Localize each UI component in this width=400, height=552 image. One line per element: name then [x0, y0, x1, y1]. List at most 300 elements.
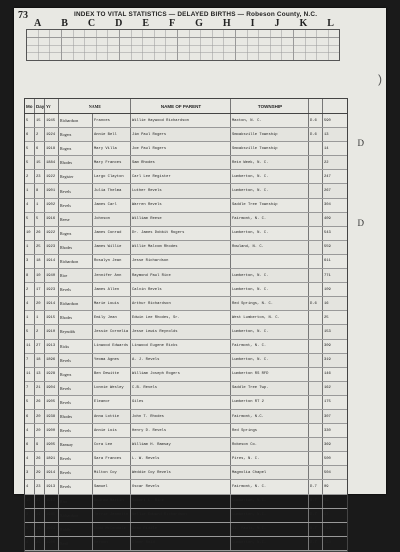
- cell-last: Revels: [59, 199, 93, 212]
- table-row: [25, 396, 347, 410]
- cell-da: 23: [35, 170, 45, 183]
- cell-bk: [309, 142, 323, 155]
- cell-last: Rogers: [59, 227, 93, 240]
- table-row: [25, 509, 347, 523]
- cell-pg: 09: [324, 484, 329, 489]
- cell-mo: 1: [25, 184, 35, 197]
- cell-pg: 52: [324, 499, 329, 504]
- cell-last: Rice: [59, 495, 93, 508]
- cell-town: Magnolia Chapel: [231, 466, 309, 479]
- cell-bk: [309, 452, 323, 465]
- cell-bk: [309, 340, 323, 353]
- cell-parent: C.B. Revels: [131, 382, 231, 395]
- records-table: [24, 98, 348, 552]
- cell-last: Ricks: [59, 340, 93, 353]
- table-row: [25, 410, 347, 424]
- table-row: [25, 340, 347, 354]
- cell-parent: William Joseph Rogers: [131, 368, 231, 381]
- cell-parent: Sam Rhodes: [131, 156, 231, 169]
- table-row: [25, 156, 347, 170]
- cell-pg: 267: [324, 189, 331, 194]
- cell-da: 31: [35, 523, 45, 536]
- cell-first: Emily Jean: [93, 311, 131, 324]
- cell-town: Lumberton, N. C.: [231, 170, 309, 183]
- cell-bk: D-6: [309, 297, 323, 310]
- cell-pg: 409: [324, 217, 331, 222]
- cell-first: Yeoma Agnes: [93, 354, 131, 367]
- cell-last: Revels: [59, 452, 93, 465]
- cell-da: 11: [35, 509, 45, 522]
- cell-yr: 1924: [45, 128, 59, 141]
- table-row: [25, 114, 347, 128]
- cell-mo: 4: [25, 199, 35, 212]
- table-row: [25, 227, 347, 241]
- cell-parent: Carl Lee Register: [131, 170, 231, 183]
- index-letter: K: [299, 18, 308, 29]
- cell-yr: 1896: [45, 354, 59, 367]
- cell-town: Fairmont, N. C.: [231, 340, 309, 353]
- cell-parent: Dr. James Dobbit Rogers: [131, 227, 231, 240]
- cell-last: Reynolds: [59, 325, 93, 338]
- cell-last: Rogers: [59, 128, 93, 141]
- table-row: [25, 495, 347, 509]
- cell-da: 20: [35, 297, 45, 310]
- cell-parent: Jesse Richardson: [131, 255, 231, 268]
- index-letter: A: [34, 18, 42, 29]
- cell-pg: 97: [324, 513, 329, 518]
- cell-yr: 1922: [45, 170, 59, 183]
- cell-bk: D-7: [309, 537, 323, 550]
- cell-parent: Beau Riddle: [131, 523, 231, 536]
- cell-bk: [309, 466, 323, 479]
- header-name: NAME: [59, 99, 131, 113]
- cell-yr: 1906: [45, 537, 59, 550]
- cell-yr: 1945: [45, 114, 59, 127]
- cell-first: Ben Dewitte: [93, 368, 131, 381]
- cell-yr: 1891: [45, 452, 59, 465]
- cell-da: 10: [35, 269, 45, 282]
- cell-mo: 10: [25, 495, 35, 508]
- cell-da: 26: [35, 537, 45, 550]
- cell-last: Rhodes: [59, 311, 93, 324]
- cell-pg: 319: [324, 358, 331, 363]
- cell-bk: [309, 311, 323, 324]
- cell-pg: 14: [324, 146, 329, 151]
- cell-town: Maxton, N. C.: [231, 114, 309, 127]
- cell-mo: 4: [25, 452, 35, 465]
- cell-mo: 5: [25, 396, 35, 409]
- cell-town: Lumberton, N.C.: [231, 509, 309, 522]
- cell-town: Rowland, N. C.: [231, 241, 309, 254]
- cell-mo: 2: [25, 170, 35, 183]
- cell-bk: [309, 424, 323, 437]
- cell-yr: 1923: [45, 241, 59, 254]
- cell-bk: [309, 438, 323, 451]
- cell-town: Saddle Tree Township: [231, 199, 309, 212]
- cell-parent: Giles: [131, 396, 231, 409]
- table-row: [25, 311, 347, 325]
- cell-mo: 5: [25, 156, 35, 169]
- cell-bk: [309, 227, 323, 240]
- cell-first: Frances: [93, 114, 131, 127]
- cell-mo: 5: [25, 114, 35, 127]
- cell-da: 27: [35, 340, 45, 353]
- header-parent: NAME OF PARENT: [131, 99, 231, 113]
- cell-pg: 22: [324, 160, 329, 165]
- cell-town: Lumberton, N. C.: [231, 184, 309, 197]
- cell-bk: [309, 269, 323, 282]
- cell-mo: 6: [25, 537, 35, 550]
- cell-bk: [309, 325, 323, 338]
- cell-da: 2: [35, 325, 45, 338]
- table-row: [25, 537, 347, 551]
- cell-da: 2: [35, 128, 45, 141]
- cell-pg: 590: [324, 118, 331, 123]
- table-row: [25, 480, 347, 494]
- cell-town: Lumberton, N. C.: [231, 227, 309, 240]
- cell-bk: [309, 410, 323, 423]
- cell-first: James Carl: [93, 199, 131, 212]
- cell-last: Rogers: [59, 368, 93, 381]
- cell-yr: 1902: [45, 199, 59, 212]
- cell-yr: 1914: [45, 466, 59, 479]
- cell-pg: 307: [324, 414, 331, 419]
- cell-last: Rogers: [59, 142, 93, 155]
- cell-da: 23: [35, 480, 45, 493]
- cell-first: Samuel: [93, 480, 131, 493]
- cell-da: 1: [35, 199, 45, 212]
- cell-parent: Oscar Revels: [131, 480, 231, 493]
- cell-parent: Joe Paul Rogers: [131, 142, 231, 155]
- cell-town: Fairmont, N. C.: [231, 213, 309, 226]
- cell-mo: 5: [25, 325, 35, 338]
- cell-town: Lumberton, N. C.: [231, 325, 309, 338]
- cell-parent: Luther Revels: [131, 184, 231, 197]
- index-letter: E: [142, 18, 149, 29]
- cell-town: Lumberton RT 2: [231, 396, 309, 409]
- cell-mo: 7: [25, 382, 35, 395]
- cell-first: Johnson: [93, 213, 131, 226]
- table-row: [25, 325, 347, 339]
- cell-last: Reid: [59, 537, 93, 550]
- cell-parent: Warren Revels: [131, 199, 231, 212]
- cell-bk: [309, 354, 323, 367]
- cell-parent: John T. Rhodes: [131, 410, 231, 423]
- cell-mo: 8: [25, 269, 35, 282]
- cell-yr: 1914: [45, 255, 59, 268]
- cell-pg: 109: [324, 287, 331, 292]
- cell-town: Pires, N. C.: [231, 452, 309, 465]
- cell-da: 18: [35, 255, 45, 268]
- table-header: [25, 99, 347, 114]
- cell-town: Rein Week, N. C.: [231, 156, 309, 169]
- cell-town: Saddle Tree Twp.: [231, 382, 309, 395]
- cell-town: Red Springs: [231, 424, 309, 437]
- header-page: [323, 99, 347, 113]
- cell-da: 15: [35, 114, 45, 127]
- cell-mo: 5: [25, 523, 35, 536]
- cell-pg: 309: [324, 344, 331, 349]
- cell-bk: D-7: [309, 495, 323, 508]
- cell-yr: 1940: [45, 269, 59, 282]
- cell-da: 17: [35, 283, 45, 296]
- cell-da: 20: [35, 424, 45, 437]
- table-row: [25, 255, 347, 269]
- cell-pg: 504: [324, 470, 331, 475]
- cell-last: Register: [59, 170, 93, 183]
- cell-last: Reese: [59, 213, 93, 226]
- table-row: [25, 241, 347, 255]
- table-row: [25, 142, 347, 156]
- cell-town: [231, 255, 309, 268]
- cell-yr: 1900: [45, 424, 59, 437]
- cell-mo: 6: [25, 128, 35, 141]
- cell-da: 13: [35, 368, 45, 381]
- cell-town: Smoaksville Township: [231, 142, 309, 155]
- cell-bk: [309, 368, 323, 381]
- cell-yr: 1905: [45, 396, 59, 409]
- cell-yr: 1938: [45, 410, 59, 423]
- cell-town: West Lumberton, N. C.: [231, 311, 309, 324]
- cell-mo: 6: [25, 438, 35, 451]
- page-title: INDEX TO VITAL STATISTICS — DELAYED BIRTHS — Robeson County, N.C.: [74, 11, 318, 18]
- cell-town: Fairmont, N.C.: [231, 410, 309, 423]
- cell-da: 5: [35, 213, 45, 226]
- cell-mo: 3: [25, 466, 35, 479]
- cell-first: Lonnie Wesley: [93, 382, 131, 395]
- cell-yr: 1918: [45, 142, 59, 155]
- cell-yr: 1904: [45, 382, 59, 395]
- cell-town: Robeson Co.: [231, 438, 309, 451]
- cell-pg: 718: [324, 527, 331, 532]
- cell-mo: 11: [25, 368, 35, 381]
- cell-yr: 1913: [45, 480, 59, 493]
- cell-yr: 1903: [45, 523, 59, 536]
- cell-first: James Conrad: [93, 227, 131, 240]
- margin-mark-d: D: [357, 138, 364, 148]
- cell-pg: 25: [324, 315, 329, 320]
- header-day: Day: [35, 99, 45, 113]
- table-row: [25, 438, 347, 452]
- cell-pg: 369: [324, 442, 331, 447]
- cell-bk: D-7: [309, 509, 323, 522]
- cell-yr: 1884: [45, 156, 59, 169]
- table-row: [25, 424, 347, 438]
- cell-pg: 559: [324, 245, 331, 250]
- page-number: 73: [18, 10, 28, 21]
- table-row: [25, 213, 347, 227]
- cell-da: 29: [35, 466, 45, 479]
- cell-last: Revels: [59, 382, 93, 395]
- cell-first: James Allen: [93, 283, 131, 296]
- cell-last: Revels: [59, 283, 93, 296]
- table-row: [25, 452, 347, 466]
- cell-yr: 1905: [45, 438, 59, 451]
- cell-first: Anna Lottie: [93, 410, 131, 423]
- cell-bk: D-6: [309, 128, 323, 141]
- margin-bracket: ): [378, 72, 382, 86]
- cell-last: Richardson: [59, 297, 93, 310]
- cell-parent: Willie Malcom Rhodes: [131, 241, 231, 254]
- cell-first: Julia Thelma: [93, 184, 131, 197]
- cell-last: Richardson: [59, 114, 93, 127]
- cell-pg: 175: [324, 400, 331, 405]
- index-grid: [26, 29, 340, 61]
- cell-da: 1: [35, 311, 45, 324]
- cell-pg: 543: [324, 231, 331, 236]
- cell-first: Terrie Jeanette: [93, 509, 131, 522]
- cell-yr: 1912: [45, 495, 59, 508]
- cell-first: Milton Coy: [93, 466, 131, 479]
- cell-pg: 771: [324, 273, 331, 278]
- cell-da: 21: [35, 382, 45, 395]
- cell-da: 18: [35, 354, 45, 367]
- table-row: [25, 354, 347, 368]
- cell-town: Red Springs, N. C.: [231, 297, 309, 310]
- cell-last: Revels: [59, 480, 93, 493]
- cell-da: 26: [35, 396, 45, 409]
- cell-last: Rhodes: [59, 410, 93, 423]
- cell-yr: 1923: [45, 283, 59, 296]
- cell-town: Fairmont, N. C.: [231, 480, 309, 493]
- cell-parent: Nellie Edward Richardson: [131, 509, 231, 522]
- cell-mo: 3: [25, 255, 35, 268]
- cell-last: Revels: [59, 184, 93, 197]
- cell-pg: 146: [324, 372, 331, 377]
- cell-yr: 1914: [45, 297, 59, 310]
- cell-parent: Weddie Coy Revels: [131, 466, 231, 479]
- cell-da: 25: [35, 241, 45, 254]
- cell-bk: D-7: [309, 523, 323, 536]
- table-row: [25, 170, 347, 184]
- cell-town: Lumberton, N. C.: [231, 283, 309, 296]
- cell-town: Lumberton, N. C.: [231, 269, 309, 282]
- cell-parent: William Reese: [131, 213, 231, 226]
- cell-town: Lumberton, N. C.: [231, 354, 309, 367]
- cell-pg: 330: [324, 428, 331, 433]
- index-letter: I: [250, 18, 255, 29]
- cell-parent: Linwood Eugene Ricks: [131, 340, 231, 353]
- cell-first: Eleanor: [93, 396, 131, 409]
- cell-mo: 2: [25, 283, 35, 296]
- cell-first: James Willie: [93, 241, 131, 254]
- cell-first: Sara Frances: [93, 452, 131, 465]
- cell-first: Marie Louis: [93, 297, 131, 310]
- cell-last: Rice: [59, 269, 93, 282]
- cell-bk: [309, 213, 323, 226]
- cell-last: Rhodes: [59, 156, 93, 169]
- cell-first: Annie Bell: [93, 128, 131, 141]
- cell-da: 26: [35, 227, 45, 240]
- cell-first: Rosalyn Jean: [93, 255, 131, 268]
- cell-first: Largo Clayton: [93, 170, 131, 183]
- cell-pg: 13: [324, 132, 329, 137]
- cell-town: Lumberton, N.C.: [231, 537, 309, 550]
- cell-pg: 500: [324, 456, 331, 461]
- cell-yr: 1928: [45, 368, 59, 381]
- cell-mo: 11: [25, 340, 35, 353]
- cell-last: Revels: [59, 466, 93, 479]
- cell-mo: 1: [25, 311, 35, 324]
- cell-da: 15: [35, 156, 45, 169]
- cell-bk: [309, 283, 323, 296]
- table-row: [25, 297, 347, 311]
- cell-mo: 4: [25, 424, 35, 437]
- cell-parent: Edwin Lee Rhodes, Sr.: [131, 311, 231, 324]
- cell-last: Rhodes: [59, 241, 93, 254]
- cell-parent: Calvin Revels: [131, 283, 231, 296]
- cell-yr: 1915: [45, 311, 59, 324]
- cell-parent: Elmer Reid: [131, 537, 231, 550]
- cell-last: Revels: [59, 424, 93, 437]
- cell-first: Mary Villa: [93, 142, 131, 155]
- table-row: [25, 368, 347, 382]
- cell-last: Revels: [59, 396, 93, 409]
- cell-yr: 1945: [45, 509, 59, 522]
- cell-pg: 153: [324, 329, 331, 334]
- margin-mark-d-2: D: [357, 218, 364, 228]
- cell-first: Vernon: [93, 537, 131, 550]
- cell-bk: D-6: [309, 114, 323, 127]
- table-row: [25, 199, 347, 213]
- cell-mo: 6: [25, 410, 35, 423]
- cell-da: 8: [35, 184, 45, 197]
- cell-parent: Arthur Richardson: [131, 297, 231, 310]
- cell-parent: Raymond Paul Rice: [131, 269, 231, 282]
- cell-last: Richardson: [59, 255, 93, 268]
- cell-yr: 1910: [45, 325, 59, 338]
- cell-first: Linwood Edwards: [93, 340, 131, 353]
- cell-bk: [309, 170, 323, 183]
- cell-pg: 734: [324, 541, 331, 546]
- cell-pg: 304: [324, 203, 331, 208]
- cell-parent: A. J. Revels: [131, 354, 231, 367]
- cell-da: 20: [35, 410, 45, 423]
- header-year: Yr: [45, 99, 59, 113]
- cell-parent: L. W. Revels: [131, 452, 231, 465]
- cell-yr: 1916: [45, 213, 59, 226]
- table-row: [25, 269, 347, 283]
- cell-town: Smoaksville Township: [231, 128, 309, 141]
- index-letter: F: [168, 18, 176, 29]
- cell-first: Jennifer Ann: [93, 269, 131, 282]
- cell-town: Lumberton RS RFD: [231, 368, 309, 381]
- cell-mo: 1: [25, 241, 35, 254]
- cell-first: Andrew Martin: [93, 495, 131, 508]
- header-book: [309, 99, 323, 113]
- cell-pg: 247: [324, 174, 331, 179]
- cell-bk: [309, 255, 323, 268]
- cell-bk: [309, 241, 323, 254]
- cell-last: Richardson: [59, 509, 93, 522]
- index-letter: H: [222, 18, 231, 29]
- cell-first: Judd McCondale: [93, 523, 131, 536]
- cell-mo: 3: [25, 509, 35, 522]
- cell-da: 26: [35, 452, 45, 465]
- cell-first: Cora Lee: [93, 438, 131, 451]
- table-row: [25, 523, 347, 537]
- cell-bk: [309, 184, 323, 197]
- index-letter: J: [274, 18, 280, 29]
- cell-bk: [309, 156, 323, 169]
- index-letter: C: [87, 18, 96, 29]
- cell-last: Revels: [59, 354, 93, 367]
- cell-mo: 7: [25, 354, 35, 367]
- table-row: [25, 283, 347, 297]
- cell-mo: 4: [25, 480, 35, 493]
- index-page: [14, 8, 386, 546]
- cell-parent: William H. Ramsay: [131, 438, 231, 451]
